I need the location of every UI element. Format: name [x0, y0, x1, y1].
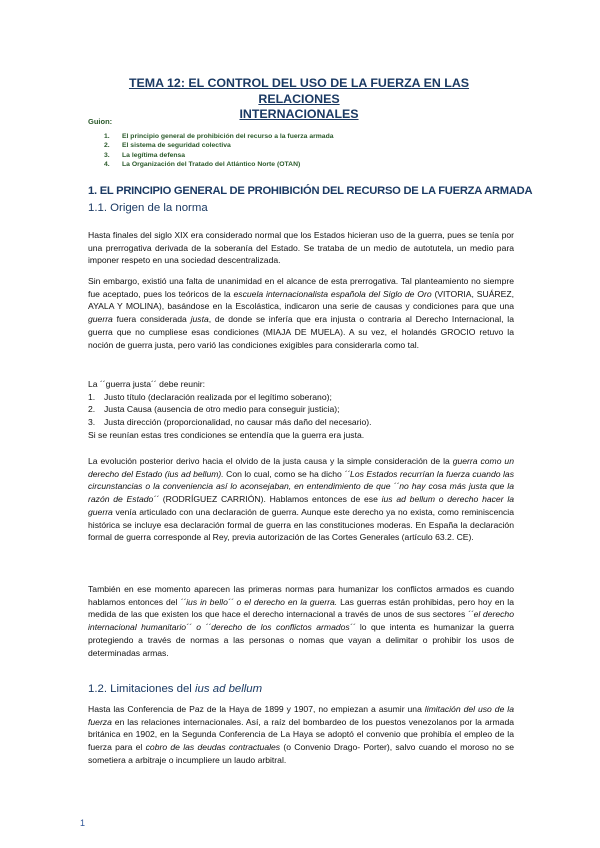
section-1-heading: 1. EL PRINCIPIO GENERAL DE PROHIBICIÓN DEL RECURSO DE LA FUERZA ARMADA [88, 185, 533, 197]
toc-item [104, 151, 334, 160]
list-number: 1. [88, 391, 96, 402]
list-number: 3. [88, 417, 96, 428]
title-line-1: TEMA 12: EL CONTROL DEL USO DE LA FUERZA EN LAS RELACIONES [128, 76, 470, 106]
p2-italic: escuela internacionalista española del Siglo de Oro [233, 288, 432, 299]
p5-italic: limitación del uso de la fuerza [88, 704, 514, 727]
toc-number: 2. [104, 142, 110, 150]
paragraph-4 [88, 583, 514, 659]
p3-text: (RODRÍGUEZ CARRIÓN). Hablamos entonces de ese [159, 494, 382, 505]
p3-italic: guerra como un derecho del Estado (ius ad bellum). [88, 456, 514, 479]
p3-text: La evolución posterior derivo hacia el olvido de la justa causa y la simple consideración de la [88, 456, 453, 466]
subsection-1-2-heading [88, 683, 262, 695]
list-text: Justa Causa (ausencia de otro medio para conseguir justicia); [104, 404, 340, 415]
paragraph-3 [88, 455, 514, 544]
table-of-contents [104, 132, 334, 170]
p4-italic: ´´el derecho internacional humanitario´´ o ´´derecho de los conflictos armados´´ [88, 609, 514, 633]
toc-text: El sistema de seguridad colectiva [122, 142, 231, 150]
toc-number: 4. [104, 161, 110, 169]
p5-text: en las relaciones internacionales. Así, a raíz del bombardeo de los puestos venezolanos por la armada británica en 1902, en la Segunda Conferencia de La Haya se adoptó el convenio que prohibía el empleo de la fuerza para el [88, 716, 514, 753]
toc-item [104, 132, 334, 141]
list-item [88, 416, 514, 429]
p3-italic: ius ad bellum o derecho hacer la guerra [88, 494, 515, 517]
paragraph-1: Hasta finales del siglo XIX era considerado normal que los Estados hicieran uso de la guerra, pues se tenía por una prerrogativa derivada de la soberanía del Estado. Se trataba de un medio de autotutela, un medio para imponer respeto en una sociedad descentralizada. [88, 230, 514, 266]
p3-text: Con lo cual, como se ha dicho [223, 468, 345, 479]
subsection-1-1-heading: 1.1. Origen de la norma [88, 202, 208, 214]
toc-text: La Organización del Tratado del Atlántico Norte (OTAN) [122, 161, 301, 169]
list-intro: La ´´guerra justa´´ debe reunir: [88, 379, 206, 389]
conditions-list [88, 378, 514, 442]
p2-italic: guerra [88, 314, 113, 325]
paragraph-2 [88, 275, 514, 351]
list-number: 2. [88, 404, 96, 415]
p2-text: , de donde se infería que era injusta o contraria al Derecho Internacional, la guerra que no cumpliese esas condiciones (MIAJA DE MUELA). A su vez, el holandés GROCIO retuvo la noción de guerra justa, pero varió las condiciones exigibles para considerarla como tal. [88, 314, 514, 350]
p5-text: (o Convenio Drago- Porter), salvo cuando el moroso no se sometiera a arbitraje o incumpliere un laudo arbitral. [88, 742, 515, 765]
p4-text: También en ese momento aparecen las primeras normas para humanizar los conflictos armados es cuando hablamos entonces del [88, 584, 514, 607]
p3-text: venía articulado con una declaración de guerra. Aunque este derecho ya no exista, como reminiscencia histórica se incluye esa declaración formal de guerra en las constituciones moderas. En España la declaración formal de guerra corresponde al Rey, previa autorización de las Cortes Generales (artículo 63.2. CE). [88, 506, 514, 543]
toc-text: El principio general de prohibición del recurso a la fuerza armada [122, 133, 334, 140]
guion-label: Guion: [88, 117, 113, 126]
toc-number: 1. [104, 133, 110, 140]
p3-italic: ´´Los Estados recurrían la fuerza cuando las circunstancias o la conveniencia así lo aconsejaban, en entendimiento de que ´´no hay cosa más justa que la razón de Estado´´ [88, 468, 514, 505]
document-title [88, 76, 510, 123]
p4-text: lo que intenta es humanizar la guerra protegiendo a través de normas a las personas o nomas que vayan a delimitar o prohibir los usos de determinadas armas. [88, 622, 514, 658]
p2-text: (VITORIA, SUÁREZ, AYALA Y MOLINA), basándose en la Escolástica, indicaron una serie de causas y condiciones para que una [88, 288, 514, 312]
list-outro: Si se reunían estas tres condiciones se entendía que la guerra era justa. [88, 429, 365, 440]
paragraph-5 [88, 703, 514, 767]
p2-italic: justa [190, 314, 209, 325]
p2-text: fuera considerada [112, 314, 191, 325]
page-number: 1 [80, 818, 86, 828]
subsection-1-2-text: 1.2. Limitaciones del [88, 683, 196, 695]
toc-item [104, 141, 334, 150]
toc-text: La legítima defensa [122, 151, 186, 159]
list-text: Justo título (declaración realizada por el legítimo soberano); [104, 391, 332, 402]
title-line-2: INTERNACIONALES [239, 107, 359, 122]
list-item [88, 403, 514, 416]
p2-text: Sin embargo, existió una falta de unanimidad en el alcance de esta prerrogativa. Tal planteamiento no siempre fue aceptado, pues los teóricos de la [88, 276, 514, 299]
list-text: Justa dirección (proporcionalidad, no causar más daño del necesario). [104, 417, 372, 428]
toc-number: 3. [104, 151, 110, 159]
p4-italic: ´´ius in bello´´ o el derecho en la guerra. [180, 596, 338, 607]
p4-text: Las guerras están prohibidas, pero hoy en la medida de las que existen los que hace el derecho internacional a través de unos de sus sectores [88, 596, 514, 620]
p5-italic: cobro de las deudas contractuales [145, 742, 281, 753]
p5-text: Hasta las Conferencia de Paz de la Haya de 1899 y 1907, no empiezan a asumir una [88, 704, 425, 714]
toc-item [104, 160, 334, 169]
subsection-1-2-italic: ius ad bellum [195, 683, 263, 695]
list-item [88, 391, 514, 404]
